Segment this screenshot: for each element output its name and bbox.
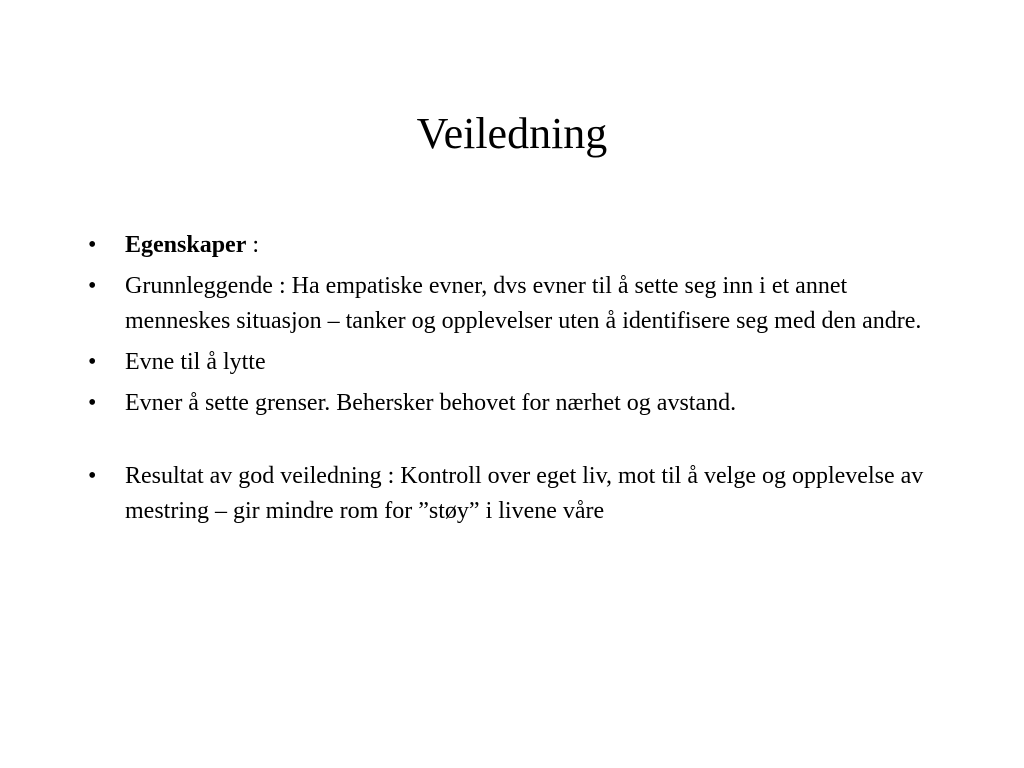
bullet-text: Evne til å lytte [125,349,266,375]
bullet-resultat [88,459,948,529]
bullet-sette-grenser [88,386,948,421]
bullet-list [88,228,948,535]
bullet-text: Evner å sette grenser. Behersker behovet for nærhet og avstand. [125,390,737,416]
bullet-dot: • [88,463,97,489]
bullet-evne-til-a-lytte [88,345,948,380]
bullet-dot: • [88,273,97,299]
bullet-dot: • [88,349,97,375]
bullet-egenskaper [88,228,948,263]
bullet-dot: • [88,232,97,258]
bullet-text: : [246,232,260,258]
bullet-text: Resultat av god veiledning : Kontroll over eget liv, mot til å velge og opplevelse av mestring – gir mindre rom for ”støy” i livene våre [125,463,924,524]
slide-title: Veiledning [416,109,608,158]
bullet-heading: Egenskaper [125,232,247,258]
bullet-text: Grunnleggende : Ha empatiske evner, dvs evner til å sette seg inn i et annet menneskes situasjon – tanker og opplevelser uten å identifisere seg med den andre. [125,273,922,334]
bullet-grunnleggende [88,269,948,339]
bullet-dot: • [88,390,97,416]
